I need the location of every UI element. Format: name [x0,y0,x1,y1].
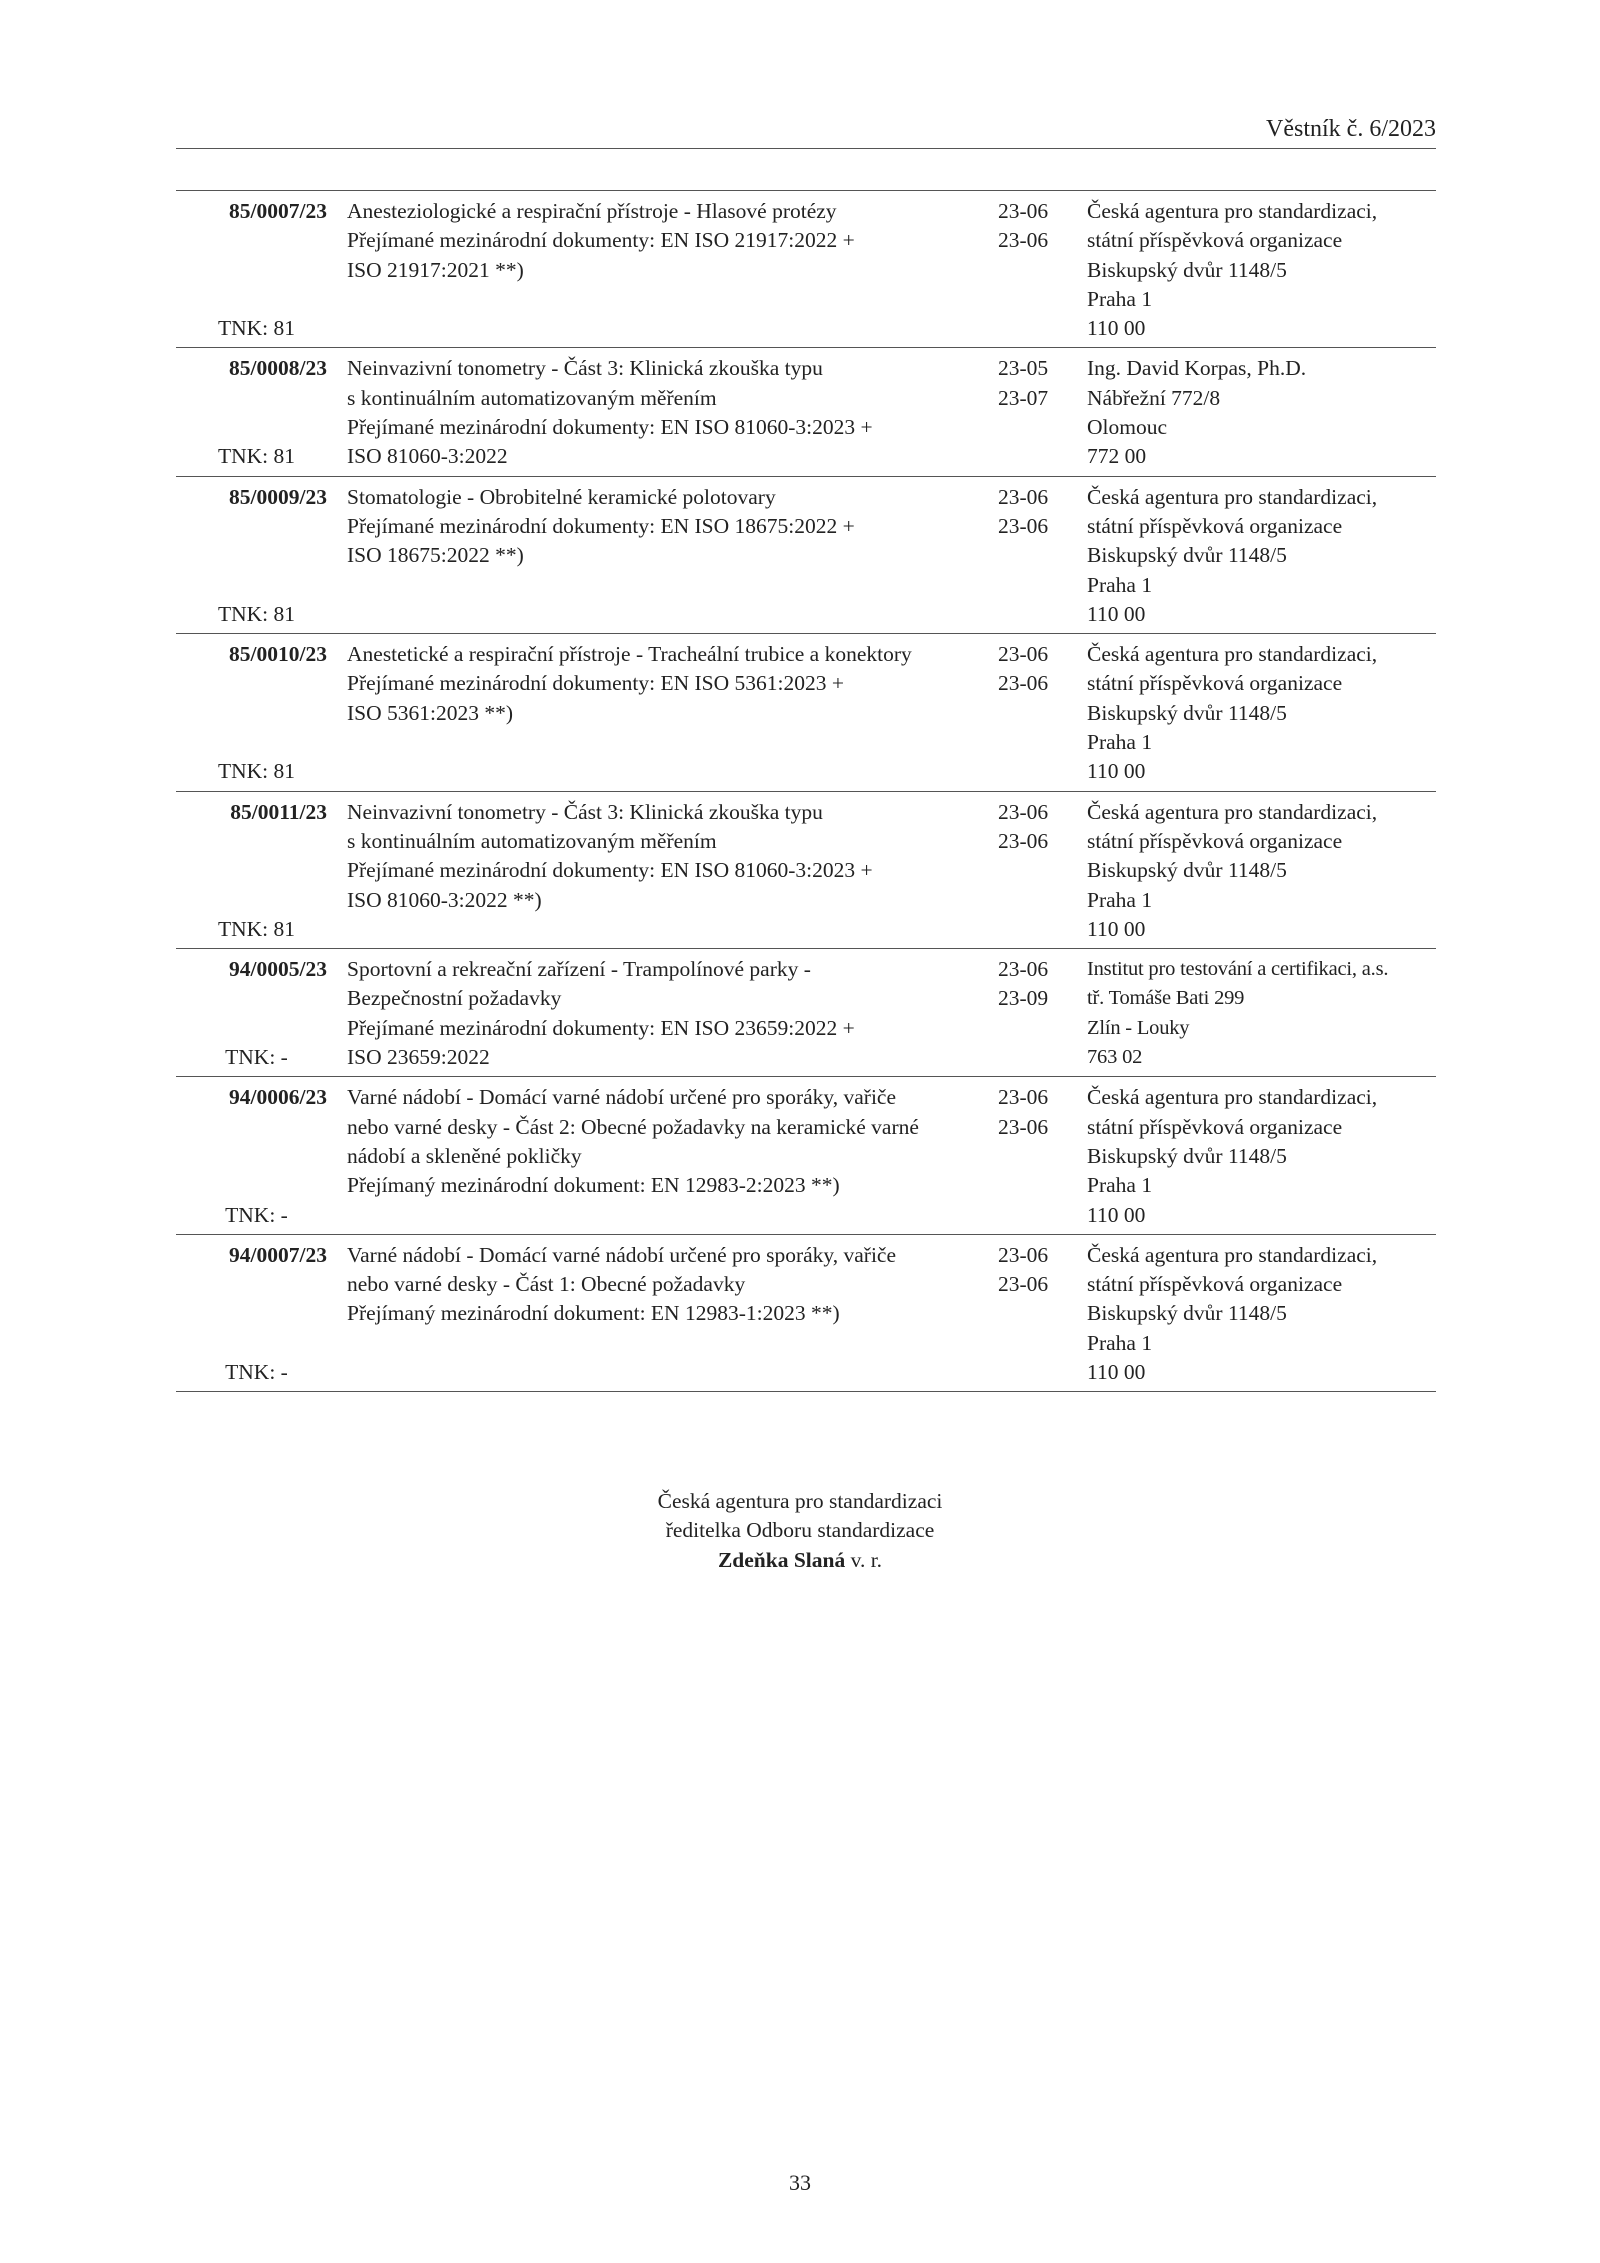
title-line: Anestetické a respirační přístroje - Tracheální trubice a konektory [347,642,912,667]
contact-line: Česká agentura pro standardizaci, [1087,484,1378,509]
contact-cell [1081,1083,1436,1229]
date-value: 23-06 [998,484,1049,509]
contact-line: Biskupský dvůr 1148/5 [1087,257,1287,282]
contact-line: státní příspěvková organizace [1087,513,1343,538]
date-value: 23-06 [998,671,1049,696]
title-line: Anesteziologické a respirační přístroje - Hlasové protézy [347,199,837,223]
title-line: Přejímané mezinárodní dokumenty: EN ISO 18675:2022 + [347,513,855,538]
contact-line: Česká agentura pro standardizaci, [1087,1085,1378,1110]
title-line: Přejímané mezinárodní dokumenty: EN ISO 5361:2023 + [347,671,844,696]
dates-cell [986,1083,1081,1229]
title-line: Přejímaný mezinárodní dokument: EN 12983-2:2023 **) [347,1173,840,1198]
standard-title-cell [333,955,986,1072]
title-line: Varné nádobí - Domácí varné nádobí určené pro sporáky, vařiče [347,1085,897,1110]
contact-line: státní příspěvková organizace [1087,228,1343,253]
contact-line: státní příspěvková organizace [1087,828,1343,853]
contact-line: 110 00 [1087,1202,1146,1227]
date-value: 23-05 [998,356,1049,381]
standard-title-cell [333,640,986,786]
dates-cell [986,354,1081,471]
standards-table [176,190,1436,1392]
signature-suffix: v. r. [850,1547,883,1572]
contact-line: státní příspěvková organizace [1087,1272,1343,1297]
contact-line: Česká agentura pro standardizaci, [1087,642,1378,667]
title-line: s kontinuálním automatizovaným měřením [347,828,717,853]
title-line: ISO 23659:2022 [347,1045,490,1070]
row-id-cell [176,640,333,786]
dates-cell [986,955,1081,1072]
contact-cell [1081,798,1436,944]
title-line: ISO 81060-3:2022 [347,444,508,469]
table-row [176,1077,1436,1234]
date-value: 23-07 [998,385,1049,410]
table-row [176,634,1436,791]
contact-cell [1081,640,1436,786]
table-row [176,949,1436,1077]
standard-number: 94/0006/23 [229,1085,327,1110]
title-line: nádobí a skleněné pokličky [347,1143,582,1168]
contact-line: 763 02 [1087,1046,1143,1069]
date-value: 23-06 [998,1242,1049,1267]
date-value: 23-06 [998,799,1049,824]
standard-number: 85/0010/23 [229,642,327,667]
contact-line: Nábřežní 772/8 [1087,385,1221,410]
date-value: 23-06 [998,957,1049,982]
dates-cell [986,483,1081,629]
standard-number: 94/0007/23 [229,1242,327,1267]
contact-line: Česká agentura pro standardizaci, [1087,799,1378,824]
title-line: s kontinuálním automatizovaným měřením [347,385,717,410]
standard-title-cell [333,483,986,629]
tnk-label: TNK: - [225,1359,288,1384]
contact-line: Biskupský dvůr 1148/5 [1087,858,1287,883]
contact-line: Praha 1 [1087,1173,1153,1198]
title-line: Přejímané mezinárodní dokumenty: EN ISO 81060-3:2023 + [347,415,873,440]
contact-line: státní příspěvková organizace [1087,1114,1343,1139]
contact-line: Česká agentura pro standardizaci, [1087,199,1378,223]
row-id-cell [176,1083,333,1229]
contact-line: 110 00 [1087,601,1146,626]
dates-cell [986,1241,1081,1387]
signature-organization: Česká agentura pro standardizaci [657,1489,943,1513]
date-value: 23-06 [998,1272,1049,1297]
standard-title-cell [333,1083,986,1229]
title-line: Neinvazivní tonometry - Část 3: Klinická zkouška typu [347,799,823,824]
page-header [176,110,1436,149]
title-line: Sportovní a rekreační zařízení - Trampolínové parky - [347,957,811,982]
row-id-cell [176,354,333,471]
contact-line: Česká agentura pro standardizaci, [1087,1242,1378,1267]
title-line: Přejímané mezinárodní dokumenty: EN ISO 21917:2022 + [347,228,855,253]
contact-line: 110 00 [1087,916,1146,941]
contact-line: Olomouc [1087,415,1168,440]
date-value: 23-09 [998,986,1049,1011]
signature-block [500,1487,1100,1575]
contact-line: Praha 1 [1087,286,1153,311]
title-line: Stomatologie - Obrobitelné keramické polotovary [347,484,776,509]
contact-line: Biskupský dvůr 1148/5 [1087,543,1287,568]
row-id-cell [176,483,333,629]
contact-cell [1081,354,1436,471]
table-row [176,477,1436,634]
signature-line [500,1546,1100,1575]
row-id-cell [176,955,333,1072]
contact-line: Biskupský dvůr 1148/5 [1087,1301,1287,1326]
title-line: nebo varné desky - Část 1: Obecné požadavky [347,1272,746,1297]
dates-cell [986,798,1081,944]
table-row [176,792,1436,949]
contact-line: 110 00 [1087,316,1146,341]
table-row [176,191,1436,348]
contact-cell [1081,483,1436,629]
date-value: 23-06 [998,1085,1049,1110]
date-value: 23-06 [998,1114,1049,1139]
tnk-label: TNK: 81 [217,601,296,626]
row-id-cell [176,1241,333,1387]
row-id-cell [176,197,333,343]
date-value: 23-06 [998,828,1049,853]
standard-number: 85/0007/23 [229,199,327,223]
title-line: Přejímaný mezinárodní dokument: EN 12983-1:2023 **) [347,1301,840,1326]
signature-role: ředitelka Odboru standardizace [665,1518,935,1543]
contact-line: tř. Tomáše Bati 299 [1087,987,1245,1010]
date-value: 23-06 [998,642,1049,667]
tnk-label: TNK: - [225,1202,288,1227]
tnk-label: TNK: - [225,1045,288,1070]
contact-line: Institut pro testování a certifikaci, a.s. [1087,958,1389,981]
contact-line: Biskupský dvůr 1148/5 [1087,1143,1287,1168]
tnk-label: TNK: 81 [217,444,296,469]
contact-line: Praha 1 [1087,887,1153,912]
standard-number: 85/0009/23 [229,484,327,509]
title-line: Přejímané mezinárodní dokumenty: EN ISO 23659:2022 + [347,1015,855,1040]
page-number: 33 [789,2170,811,2195]
contact-line: Praha 1 [1087,730,1153,755]
contact-cell [1081,197,1436,343]
tnk-label: TNK: 81 [217,916,296,941]
title-line: Neinvazivní tonometry - Část 3: Klinická zkouška typu [347,356,823,381]
standard-title-cell [333,798,986,944]
title-line: Varné nádobí - Domácí varné nádobí určené pro sporáky, vařiče [347,1242,897,1267]
title-line: ISO 21917:2021 **) [347,257,524,282]
contact-line: 110 00 [1087,759,1146,784]
row-id-cell [176,798,333,944]
signature-name: Zdeňka Slaná [717,1547,846,1572]
date-value: 23-06 [998,228,1049,253]
contact-line: Zlín - Louky [1087,1016,1190,1039]
contact-line: Praha 1 [1087,1330,1153,1355]
title-line: Bezpečnostní požadavky [347,986,562,1011]
contact-cell [1081,955,1436,1072]
standard-number: 85/0008/23 [229,356,327,381]
table-row [176,348,1436,476]
standard-title-cell [333,197,986,343]
date-value: 23-06 [998,199,1049,223]
table-row [176,1235,1436,1392]
tnk-label: TNK: 81 [217,316,296,341]
standard-title-cell [333,354,986,471]
contact-line: Biskupský dvůr 1148/5 [1087,700,1287,725]
contact-cell [1081,1241,1436,1387]
title-line: ISO 18675:2022 **) [347,543,524,568]
date-value: 23-06 [998,513,1049,538]
tnk-label: TNK: 81 [217,759,296,784]
standard-number: 94/0005/23 [229,957,327,982]
contact-line: 110 00 [1087,1359,1146,1384]
dates-cell [986,197,1081,343]
contact-line: státní příspěvková organizace [1087,671,1343,696]
dates-cell [986,640,1081,786]
title-line: nebo varné desky - Část 2: Obecné požadavky na keramické varné [347,1114,919,1139]
title-line: ISO 5361:2023 **) [347,700,514,725]
title-line: Přejímané mezinárodní dokumenty: EN ISO 81060-3:2023 + [347,858,873,883]
contact-line: Praha 1 [1087,572,1153,597]
standard-title-cell [333,1241,986,1387]
contact-line: Ing. David Korpas, Ph.D. [1087,356,1307,381]
standard-number: 85/0011/23 [230,799,327,824]
title-line: ISO 81060-3:2022 **) [347,887,542,912]
contact-line: 772 00 [1087,444,1147,469]
bulletin-title: Věstník č. 6/2023 [1266,116,1436,142]
